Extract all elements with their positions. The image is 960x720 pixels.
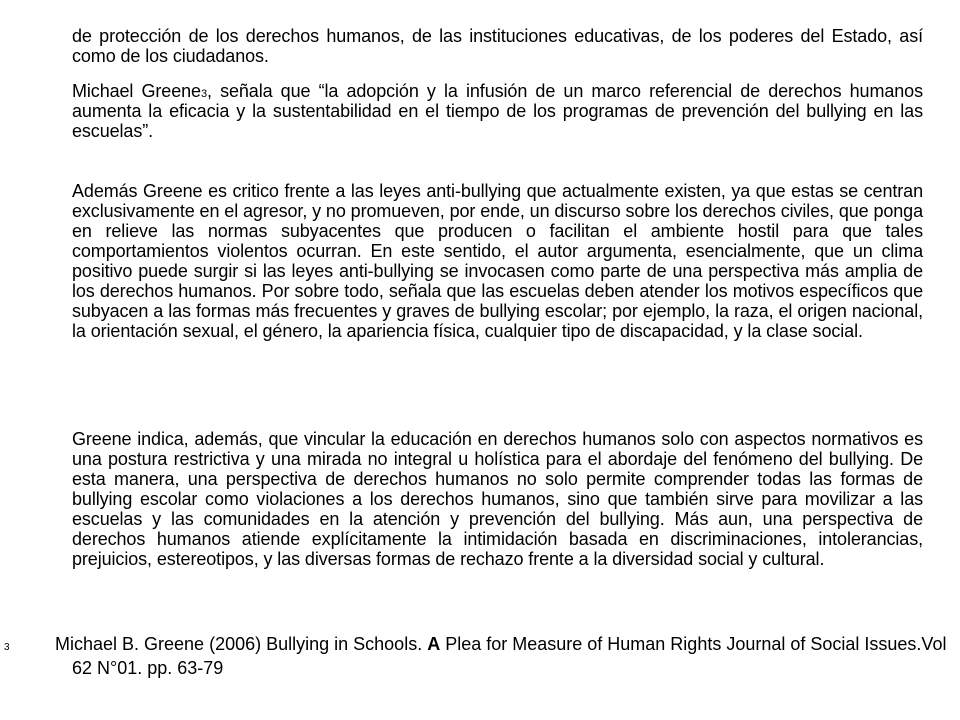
footnote-text-after: Plea for Measure of Human Rights Journal of Social Issues.Vol 62 N°01. pp. 63-79 <box>72 634 947 678</box>
paragraph-4-text: Greene indica, además, que vincular la educación en derechos humanos solo con aspectos normativos es una postura restrictiva y una mirada no integral u holística para el abordaje del fenómeno del bullying. De esta manera, una perspectiva de derechos humanos no solo permite comprender todas las formas de bullying escolar como violaciones a los derechos humanos, sino que también sirve para movilizar a las escuelas y las comunidades en la atención y prevención del bullying. Más aun, una perspectiva de derechos humanos atiende explícitamente la intimidación basada en discriminaciones, intolerancias, prejuicios, estereotipos, y las diversas formas de rechazo frente a la diversidad social y cultural. <box>72 429 923 569</box>
paragraph-2 <box>72 81 923 141</box>
paragraph-1 <box>72 26 923 66</box>
paragraph-2-text: , señala que “la adopción y la infusión de un marco referencial de derechos humanos aumenta la eficacia y la sustentabilidad en el tiempo de los programas de prevención del bullying en las escuelas”. <box>72 81 923 141</box>
paragraph-2-lead: Michael Greene <box>72 81 201 101</box>
paragraph-4 <box>72 429 923 569</box>
footnote-reference: 3 <box>200 88 207 100</box>
footnote-marker: 3 <box>4 642 10 653</box>
paragraph-3 <box>72 181 923 341</box>
paragraph-3-text: Además Greene es critico frente a las leyes anti-bullying que actualmente existen, ya que estas se centran exclusivamente en el agresor, y no promueven, por ende, un discurso sobre los derechos civiles, que ponga en relieve las normas subyacentes que producen o facilitan el ambiente hostil para que tales comportamientos violentos ocurran. En este sentido, el autor argumenta, esencialmente, que un clima positivo puede surgir si las leyes anti-bullying se invocasen como parte de una perspectiva más amplia de los derechos humanos. Por sobre todo, señala que las escuelas deben atender los motivos específicos que subyacen a las formas más frecuentes y graves de bullying escolar; por ejemplo, la raza, el origen nacional, la orientación sexual, el género, la apariencia física, cualquier tipo de discapacidad, y la clase social. <box>72 181 924 341</box>
footnote-bold-text: A <box>427 634 441 654</box>
footnote <box>4 634 960 678</box>
footnote-text-before: Michael B. Greene (2006) Bullying in Schools. <box>50 634 428 654</box>
paragraph-1-text: de protección de los derechos humanos, de las instituciones educativas, de los poderes del Estado, así como de los ciudadanos. <box>72 26 923 66</box>
